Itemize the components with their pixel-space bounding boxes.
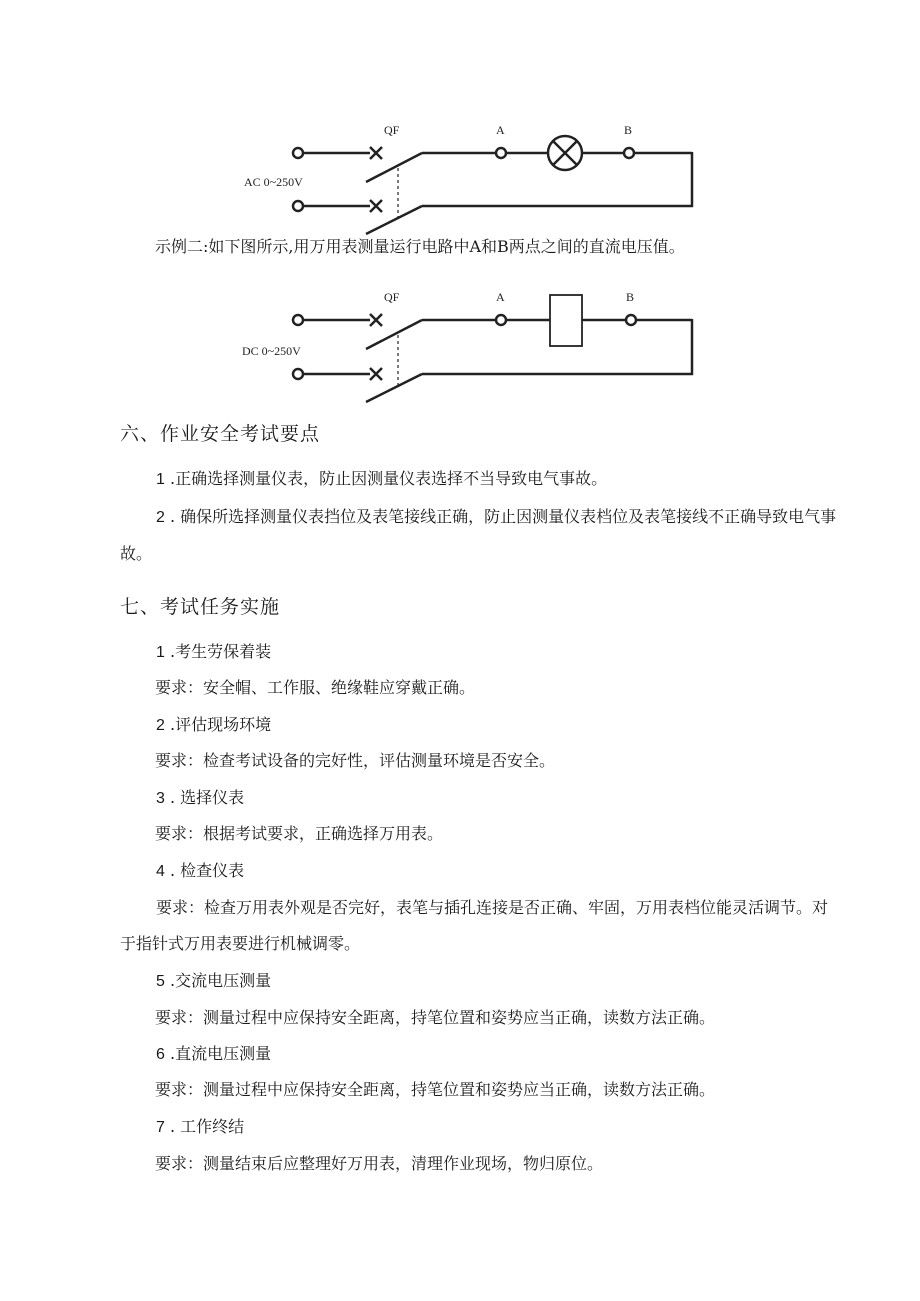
- task-number: 5: [156, 973, 165, 990]
- b-label: B: [626, 290, 635, 304]
- point-a: [496, 315, 506, 325]
- task-number: 7: [156, 1119, 165, 1136]
- terminal-top: [293, 148, 303, 158]
- task-number: 6: [156, 1046, 165, 1063]
- source-label: DC 0~250V: [242, 344, 301, 358]
- section6-title: 六、作业安全考试要点: [120, 423, 321, 445]
- task-title: . 检查仪表: [170, 861, 245, 880]
- a-label: A: [496, 290, 505, 304]
- task-number: 4: [156, 863, 165, 880]
- item-number: 2: [156, 509, 165, 526]
- switch-blade-bottom: [366, 206, 422, 234]
- task-2-requirement: 要求：检查考试设备的完好性，评估测量环境是否安全。: [155, 751, 556, 770]
- breaker-contact-bottom: [370, 200, 382, 212]
- qf-label: QF: [384, 123, 400, 137]
- task-title: . 工作终结: [170, 1117, 245, 1136]
- task-6-title: [156, 1043, 271, 1066]
- a-label: A: [496, 123, 505, 137]
- switch-blade-top: [366, 153, 422, 182]
- task-number: 1: [156, 644, 165, 661]
- terminal-top: [293, 315, 303, 325]
- dc-circuit-diagram: [230, 285, 710, 405]
- source-label: AC 0~250V: [244, 175, 303, 189]
- section6-item-2: [120, 499, 840, 572]
- task-title: .考生劳保着装: [170, 642, 272, 661]
- breaker-contact-top: [370, 314, 382, 326]
- resistor-icon: [550, 295, 582, 346]
- terminal-bottom: [293, 369, 303, 379]
- task-title: . 选择仪表: [170, 788, 245, 807]
- task-3-requirement: 要求：根据考试要求，正确选择万用表。: [155, 824, 444, 843]
- task-number: 2: [156, 717, 165, 734]
- breaker-contact-top: [370, 147, 382, 159]
- task-5-title: [156, 970, 271, 993]
- switch-blade-bottom: [366, 374, 422, 402]
- task-1-title: [156, 641, 271, 664]
- task-7-requirement: 要求：测量结束后应整理好万用表，清理作业现场，物归原位。: [155, 1154, 604, 1173]
- task-number: 3: [156, 790, 165, 807]
- example2-text: 示例二:如下图所示,用万用表测量运行电路中A和B两点之间的直流电压值。: [155, 237, 685, 256]
- task-4-title: [156, 860, 244, 883]
- terminal-bottom: [293, 201, 303, 211]
- task-7-title: [156, 1116, 244, 1139]
- ac-circuit-diagram: [230, 118, 710, 238]
- item-number: 1: [156, 471, 165, 488]
- point-a: [496, 148, 506, 158]
- item-text: . 确保所选择测量仪表挡位及表笔接线正确，防止因测量仪表档位及表笔接线不正确导致电气事故。: [120, 507, 837, 563]
- task-4-requirement: 要求：检查万用表外观是否完好，表笔与插孔连接是否正确、牢固，万用表档位能灵活调节。对于指针式万用表要进行机械调零。: [120, 898, 829, 953]
- task-title: .直流电压测量: [170, 1044, 272, 1063]
- section7-title: 七、考试任务实施: [120, 596, 281, 618]
- b-label: B: [624, 123, 633, 137]
- task-5-requirement: 要求：测量过程中应保持安全距离，持笔位置和姿势应当正确，读数方法正确。: [155, 1008, 716, 1027]
- point-b: [624, 148, 634, 158]
- point-b: [626, 315, 636, 325]
- task-title: .评估现场环境: [170, 715, 272, 734]
- item-text: .正确选择测量仪表，防止因测量仪表选择不当导致电气事故。: [170, 469, 608, 488]
- task-title: .交流电压测量: [170, 971, 272, 990]
- qf-label: QF: [384, 290, 400, 304]
- task-6-requirement: 要求：测量过程中应保持安全距离，持笔位置和姿势应当正确，读数方法正确。: [155, 1080, 716, 1099]
- task-3-title: [156, 787, 244, 810]
- breaker-contact-bottom: [370, 368, 382, 380]
- task-2-title: [156, 714, 271, 737]
- task-1-requirement: 要求：安全帽、工作服、绝缘鞋应穿戴正确。: [155, 678, 476, 697]
- section6-item-1: [156, 468, 607, 491]
- switch-blade-top: [366, 320, 422, 349]
